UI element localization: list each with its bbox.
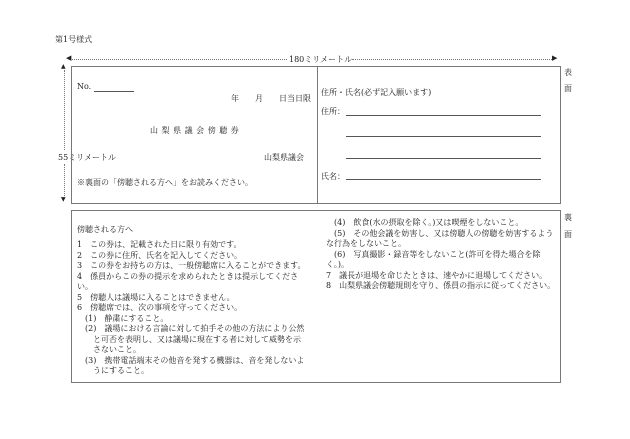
back-side-label-1: 裏	[564, 213, 572, 222]
address-field-1[interactable]	[346, 115, 541, 116]
back-left-column	[77, 240, 305, 377]
arrow-left-icon: ◀	[66, 54, 72, 62]
ticket-title: 山 梨 県 議 会 傍 聴 券	[150, 126, 240, 135]
rule-line: (1) 静粛にすること。	[77, 313, 169, 323]
rule-line: さないこと。	[77, 345, 141, 354]
rule-line: い。	[77, 282, 93, 291]
back-right-column	[326, 218, 555, 292]
address-field-3[interactable]	[346, 158, 541, 159]
rule-line: 7 議長が退場を命じたときは、速やかに退場してください。	[326, 270, 548, 280]
rule-line: な行為をしないこと。	[326, 239, 406, 248]
rule-line: 4 係員からこの券の提示を求められたときは提示してくださ	[77, 271, 299, 281]
address-heading: 住所・氏名(必ず記入願います)	[321, 88, 432, 97]
height-label: 55ミリメートル	[58, 153, 117, 162]
rule-line: く。)。	[326, 260, 349, 269]
rule-line: (6) 写真撮影・録音等をしないこと(許可を得た場合を除	[326, 249, 541, 259]
rule-line: 3 この券をお持ちの方は、一般傍聴席に入ることができます。	[77, 261, 306, 270]
date-label: 年 月 日当日限	[231, 94, 311, 103]
back-side-label-2: 面	[564, 230, 572, 239]
arrow-up-icon: ▲	[61, 63, 66, 70]
arrow-down-icon: ▼	[61, 196, 66, 203]
issuer: 山梨県議会	[264, 153, 304, 162]
width-label: 180ミリメートル	[289, 55, 353, 64]
rule-line: と可否を表明し、又は議場に現在する者に対して威勢を示	[77, 334, 301, 344]
arrow-right-icon: ▶	[552, 54, 558, 62]
rule-line: (3) 携帯電話端末その他音を発する機器は、音を発しないよ	[77, 355, 305, 365]
address-field-2[interactable]	[346, 136, 541, 137]
no-field[interactable]	[94, 91, 134, 92]
rule-line: 5 傍聴人は議場に入ることはできません。	[77, 292, 235, 302]
rule-line: 2 この券に住所、氏名を記入してください。	[77, 250, 243, 260]
form-number: 第1号様式	[55, 35, 93, 44]
rule-line: 8 山梨県議会傍聴規則を守り、係員の指示に従ってください。	[326, 281, 556, 290]
no-label: No.	[77, 82, 92, 91]
rule-line: (4) 飲食(水の摂取を除く。)又は喫煙をしないこと。	[326, 218, 524, 227]
back-heading: 傍聴される方へ	[77, 225, 133, 234]
rule-line: 1 この券は、記載された日に限り有効です。	[77, 240, 242, 249]
front-side-label-2: 面	[564, 84, 572, 93]
front-side-label-1: 表	[564, 68, 572, 77]
name-field[interactable]	[346, 179, 541, 180]
rule-line: 6 傍聴席では、次の事項を守ってください。	[77, 303, 243, 312]
rule-line: (5) その他会議を妨害し、又は傍聴人の傍聴を妨害するよう	[326, 228, 554, 238]
rule-line: (2) 議場における言論に対して拍手その他の方法により公然	[77, 324, 305, 333]
note: ※裏面の「傍聴される方へ」をお読みください。	[77, 178, 253, 187]
address-label: 住所：	[321, 107, 345, 116]
rule-line: うにすること。	[77, 366, 149, 375]
name-label: 氏名：	[321, 172, 345, 181]
